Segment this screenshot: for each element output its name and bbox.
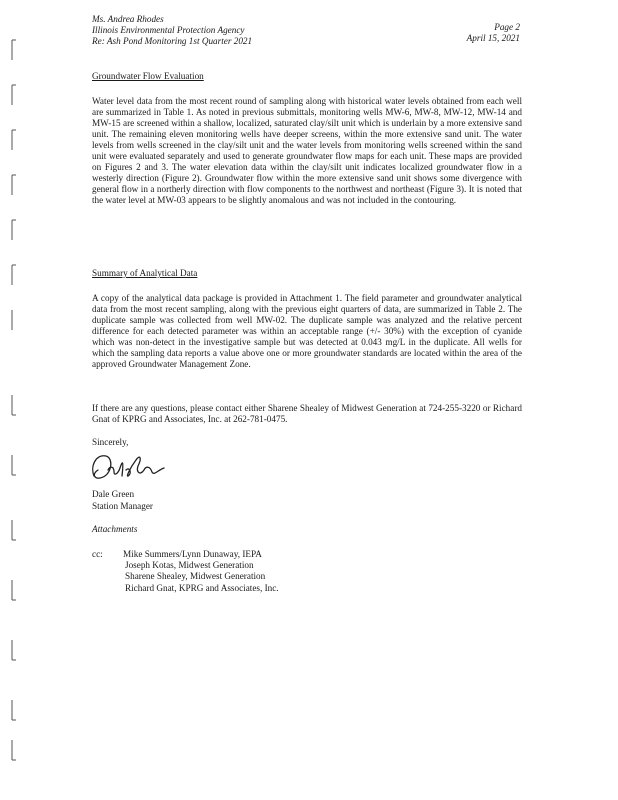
contact-paragraph: If there are any questions, please contact either Sharene Shealey of Midwest Generation at 724-255-3220 or Richard Gnat of KPRG and Associates, Inc. at 262-781-0475. (92, 403, 522, 425)
signatory-name: Dale Green (92, 489, 135, 499)
letter-header-right (467, 22, 520, 44)
recipient-agency: Illinois Environmental Protection Agency (92, 25, 245, 35)
cc-recipient: Joseph Kotas, Midwest Generation (125, 560, 254, 571)
signatory-title: Station Manager (92, 501, 153, 511)
flow-evaluation-paragraph: Water level data from the most recent round of sampling along with historical water levels obtained from each well are summarized in Table 1. As noted in previous submittals, monitoring wells MW-6, MW-8, MW-12, MW-14 and MW-15 are screened within a shallow, localized, saturated clay/silt unit which is underlain by a more extensive sand unit. The remaining eleven monitoring wells have deeper screens, within the more extensive sand unit. The water levels from wells screened in the clay/silt unit and the water levels from monitoring wells screened within the sand unit were evaluated separately and used to generate groundwater flow maps for each unit. These maps are provided on Figures 2 and 3. The water elevation data within the clay/silt unit indicates localized groundwater flow in a westerly direction (Figure 2). Groundwater flow within the more extensive sand unit shows some divergence with general flow in a northerly direction with flow components to the northwest and northeast (Figure 3). It is noted that the water level at MW-03 appears to be slightly anomalous and was not included in the contouring. (92, 96, 522, 206)
recipient-name: Ms. Andrea Rhodes (92, 14, 164, 24)
analytical-summary-heading: Summary of Analytical Data (92, 268, 198, 278)
cc-label: cc: (92, 549, 103, 559)
letter-header-left (92, 14, 252, 47)
flow-evaluation-heading: Groundwater Flow Evaluation (92, 71, 204, 81)
cc-recipient-list (123, 549, 279, 594)
letter-date: April 15, 2021 (466, 33, 520, 43)
attachments-label: Attachments (92, 524, 138, 534)
signature (86, 446, 166, 486)
letter-subject: Re: Ash Pond Monitoring 1st Quarter 2021 (92, 36, 253, 46)
salutation: Sincerely, (92, 437, 129, 447)
analytical-summary-paragraph: A copy of the analytical data package is provided in Attachment 1. The field parameter and groundwater analytical data from the most recent sampling, along with the previous eight quarters of data, are summarized in Table 2. The duplicate sample was collected from well MW-02. The duplicate sample was analyzed and the relative percent difference for each detected parameter was within an acceptable range (+/- 30%) with the exception of cyanide which was non-detect in the investigative sample but was detected at 0.043 mg/L in the duplicate. All wells for which the sampling data reports a value above one or more groundwater standards are located within the area of the approved Groundwater Management Zone. (92, 293, 522, 370)
scan-binder-marks (0, 0, 20, 800)
cc-recipient: Mike Summers/Lynn Dunaway, IEPA (123, 549, 262, 559)
cc-recipient: Richard Gnat, KPRG and Associates, Inc. (125, 582, 279, 593)
page-number: Page 2 (494, 22, 520, 32)
cc-recipient: Sharene Shealey, Midwest Generation (125, 571, 266, 582)
